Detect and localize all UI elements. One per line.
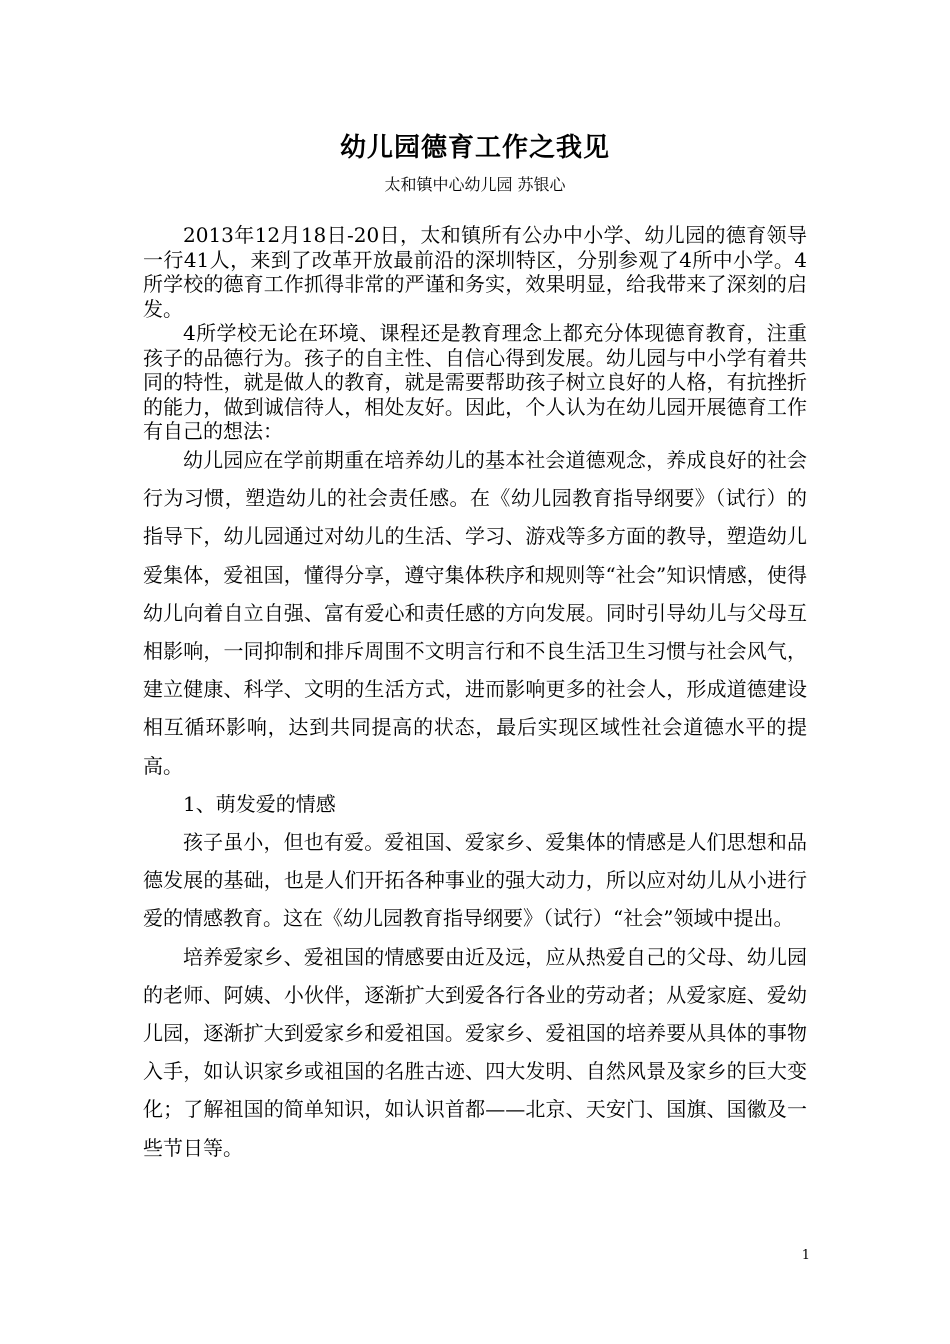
section-heading: 1、萌发爱的情感 xyxy=(183,791,336,816)
intro-section xyxy=(143,223,807,444)
paragraph-visit: 2013年12月18日-20日，太和镇所有公办中小学、幼儿园的德育领导一行41人，来到了改革开放最前沿的深圳特区，分别参观了4所中小学。4所学校的德育工作抓得非常的严谨和务实，效果明显，给我带来了深刻的启发。 xyxy=(143,223,807,321)
author-line: 太和镇中心幼儿园 苏银心 xyxy=(384,175,566,194)
main-section xyxy=(143,441,807,1167)
paragraph-love-emotion: 孩子虽小，但也有爱。爱祖国、爱家乡、爱集体的情感是人们思想和品德发展的基础，也是人们开拓各种事业的强大动力，所以应对幼儿从小进行爱的情感教育。这在《幼儿园教育指导纲要》（试行）“社会”领域中提出。 xyxy=(143,830,807,931)
paragraph-schools: 4所学校无论在环境、课程还是教育理念上都充分体现德育教育，注重孩子的品德行为。孩子的自主性、自信心得到发展。幼儿园与中小学有着共同的特性，就是做人的教育，就是需要帮助孩子树立良好的人格，有抗挫折的能力，做到诚信待人，相处友好。因此，个人认为在幼儿园开展德育工作有自己的想法： xyxy=(143,321,807,443)
paragraph-moral-education: 幼儿园应在学前期重在培养幼儿的基本社会道德观念，养成良好的社会行为习惯，塑造幼儿的社会责任感。在《幼儿园教育指导纲要》（试行）的指导下，幼儿园通过对幼儿的生活、学习、游戏等多方面的教导，塑造幼儿爱集体，爱祖国，懂得分享，遵守集体秩序和规则等“社会”知识情感，使得幼儿向着自立自强、富有爱心和责任感的方向发展。同时引导幼儿与父母互相影响，一同抑制和排斥周围不文明言行和不良生活卫生习惯与社会风气，建立健康、科学、文明的生活方式，进而影响更多的社会人，形成道德建设相互循环影响，达到共同提高的状态，最后实现区域性社会道德水平的提高。 xyxy=(143,448,807,778)
paragraph-love-hometown: 培养爱家乡、爱祖国的情感要由近及远，应从热爱自己的父母、幼儿园的老师、阿姨、小伙伴，逐渐扩大到爱各行各业的劳动者；从爱家庭、爱幼儿园，逐渐扩大到爱家乡和爱祖国。爱家乡、爱祖国的培养要从具体的事物入手，如认识家乡或祖国的名胜古迹、四大发明、自然风景及家乡的巨大变化；了解祖国的简单知识，如认识首都——北京、天安门、国旗、国徽及一些节日等。 xyxy=(143,944,807,1160)
page-number: 1 xyxy=(801,1248,810,1263)
document-title: 幼儿园德育工作之我见 xyxy=(339,133,610,163)
